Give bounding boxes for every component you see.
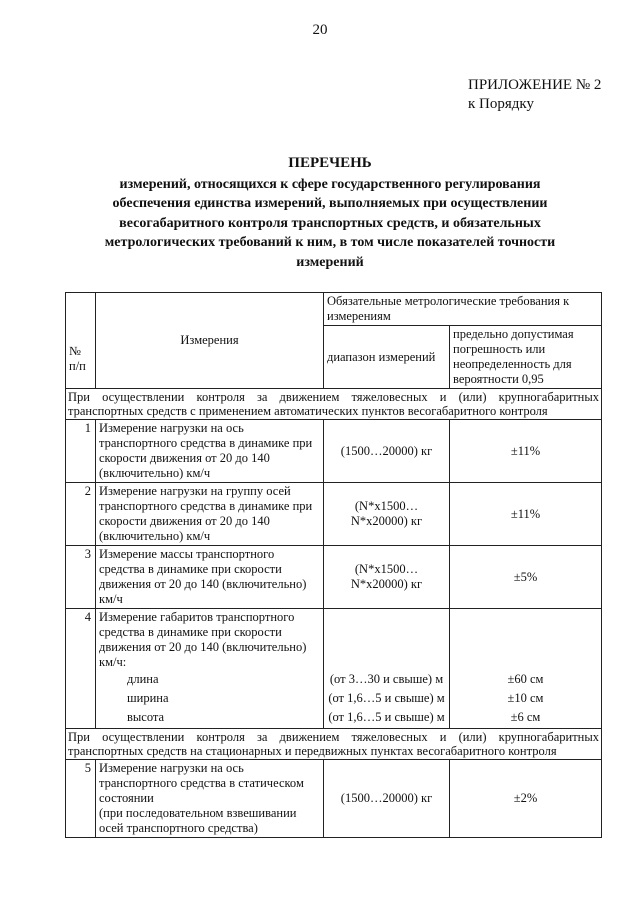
- header-measurement: Измерения: [96, 293, 324, 389]
- row-num: 2: [66, 483, 96, 546]
- table-header-row: [66, 293, 602, 326]
- row-error: ±11%: [450, 483, 602, 546]
- dim-error-height: ±6 см: [510, 710, 541, 724]
- row-num: 3: [66, 546, 96, 609]
- header-range: диапазон измерений: [324, 326, 450, 389]
- row-measurement-note: (при последовательном взвешивании осей транспортного средства): [99, 806, 297, 835]
- table-row: [66, 546, 602, 609]
- header-requirements: Обязательные метрологические требования к измерениям: [324, 293, 602, 326]
- row-error: ±11%: [450, 420, 602, 483]
- title-line-5: измерений: [296, 254, 364, 270]
- dim-range-height: (от 1,6…5 и свыше) м: [328, 710, 445, 724]
- table-row-dimensions: [66, 609, 602, 729]
- appendix-subtitle: к Порядку: [468, 96, 534, 112]
- row-measurement-text: Измерение нагрузки на ось транспортного средства в статическом состоянии: [99, 761, 304, 805]
- section-row-automatic: [66, 389, 602, 420]
- title-main: ПЕРЕЧЕНЬ: [288, 155, 372, 171]
- row-range: [324, 609, 450, 729]
- header-error: предельно допустимая погрешность или неопределенность для вероятности 0,95: [450, 326, 602, 389]
- row-measurement: Измерение нагрузки на группу осей транспортного средства в динамике при скорости движения от 20 до 140 (включительно) км/ч: [96, 483, 324, 546]
- dim-range-width: (от 1,6…5 и свыше) м: [328, 691, 445, 705]
- table-row: [66, 483, 602, 546]
- row-num: 1: [66, 420, 96, 483]
- section-row-stationary: [66, 729, 602, 760]
- appendix-reference: [468, 76, 601, 114]
- row-error: ±5%: [450, 546, 602, 609]
- dim-error-width: ±10 см: [507, 691, 544, 705]
- table-row: [66, 760, 602, 838]
- dim-range-length: (от 3…30 и свыше) м: [329, 672, 444, 686]
- row-num: 5: [66, 760, 96, 838]
- section-title: При осуществлении контроля за движением тяжеловесных и (или) крупногабаритных транспортных средств с применением автоматических пунктов весогабаритного контроля: [66, 389, 602, 420]
- row-error: ±2%: [450, 760, 602, 838]
- row-measurement-text: Измерение габаритов транспортного средства в динамике при скорости движения от 20 до 140 (включительно) км/ч:: [99, 610, 307, 669]
- row-range: (N*x1500…N*x20000) кг: [324, 483, 450, 546]
- page-number: 20: [312, 22, 328, 38]
- document-title: [60, 154, 600, 272]
- row-measurement: Измерение нагрузки на ось транспортного средства в динамике при скорости движения от 20 до 140 (включительно) км/ч: [96, 420, 324, 483]
- dim-label-length: длина: [127, 672, 159, 686]
- dim-error-length: ±60 см: [507, 672, 544, 686]
- row-error: [450, 609, 602, 729]
- appendix-title: ПРИЛОЖЕНИЕ № 2: [468, 77, 602, 93]
- measurements-table: [65, 292, 602, 838]
- row-measurement: [96, 609, 324, 729]
- row-range: (1500…20000) кг: [324, 760, 450, 838]
- section-title: При осуществлении контроля за движением тяжеловесных и (или) крупногабаритных транспортных средств на стационарных и передвижных пунктах весогабаритного контроля: [66, 729, 602, 760]
- row-num: 4: [66, 609, 96, 729]
- row-range: (1500…20000) кг: [324, 420, 450, 483]
- title-line-3: весогабаритного контроля транспортных средств, и обязательных: [119, 215, 541, 231]
- title-line-1: измерений, относящихся к сфере государственного регулирования: [119, 176, 541, 192]
- row-measurement: Измерение массы транспортного средства в динамике при скорости движения от 20 до 140 (включительно) км/ч: [96, 546, 324, 609]
- dim-label-width: ширина: [127, 691, 169, 705]
- header-num: № п/п: [66, 293, 96, 389]
- row-measurement: [96, 760, 324, 838]
- table-row: [66, 420, 602, 483]
- title-line-4: метрологических требований к ним, в том числе показателей точности: [104, 235, 556, 250]
- title-line-2: обеспечения единства измерений, выполняемых при осуществлении: [112, 196, 548, 211]
- row-range: (N*x1500…N*x20000) кг: [324, 546, 450, 609]
- dim-label-height: высота: [127, 710, 165, 724]
